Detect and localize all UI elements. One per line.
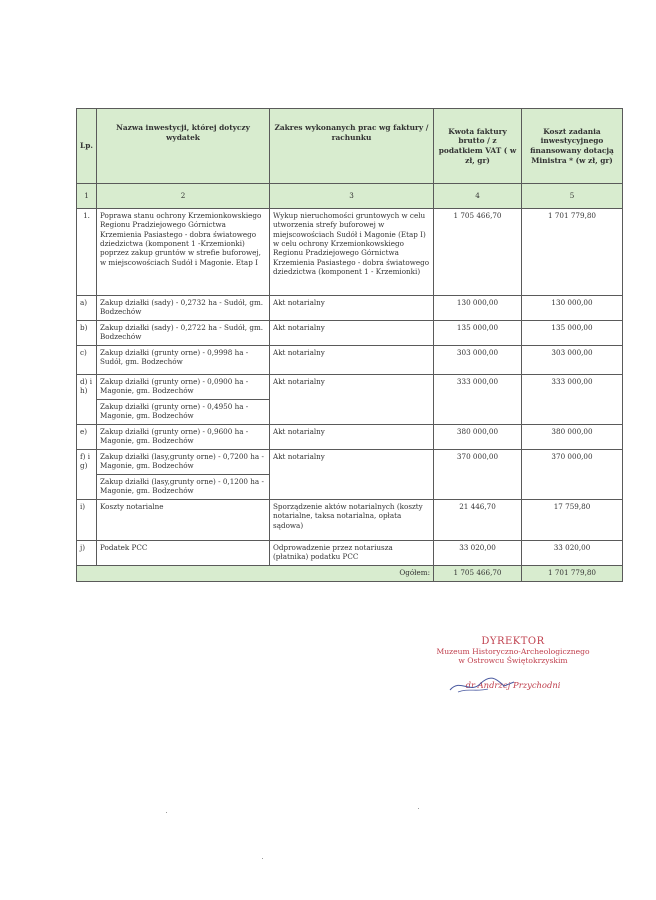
row-lp: d) i h) <box>77 375 97 425</box>
row-lp: 1. <box>77 209 97 296</box>
header-name: Nazwa inwestycji, której dotyczy wydatek <box>97 109 270 184</box>
row-lp: a) <box>77 296 97 321</box>
scan-speck <box>418 808 419 809</box>
row-name: Zakup działki (lasy,grunty orne) - 0,7200 ha - Magonie, gm. Bodzechów <box>97 450 270 475</box>
header-scope: Zakres wykonanych prac wg faktury / rachunku <box>270 109 434 184</box>
row-name: Zakup działki (lasy,grunty orne) - 0,1200 ha - Magonie, gm. Bodzechów <box>97 475 270 500</box>
table-row <box>77 375 623 400</box>
row-cost: 33 020,00 <box>522 541 623 566</box>
row-name: Poprawa stanu ochrony Krzemionkowskiego Regionu Pradziejowego Górnictwa Krzemienia Pasiastego - dobra światowego dziedzictwa (komponent 1 -Krzemionki) poprzez zakup gruntów w strefie buforowej, w miejscowościach Sudół i Magonie. Etap I <box>97 209 270 296</box>
table-row <box>77 541 623 566</box>
table-row-main <box>77 209 623 296</box>
row-lp: f) i g) <box>77 450 97 500</box>
row-scope: Akt notarialny <box>270 375 434 425</box>
header-cost: Koszt zadania inwestycyjnego finansowany dotacją Ministra * (w zł, gr) <box>522 109 623 184</box>
row-scope: Akt notarialny <box>270 450 434 500</box>
row-scope: Akt notarialny <box>270 321 434 346</box>
row-scope: Akt notarialny <box>270 346 434 375</box>
scan-speck <box>262 858 263 859</box>
row-cost: 333 000,00 <box>522 375 623 425</box>
row-name: Koszty notarialne <box>97 500 270 541</box>
stamp-location: w Ostrowcu Świętokrzyskim <box>458 656 568 666</box>
invoice-table <box>76 108 623 582</box>
total-gross: 1 705 466,70 <box>434 566 522 582</box>
header-gross: Kwota faktury brutto / z podatkiem VAT ( w zł, gr) <box>434 109 522 184</box>
row-gross: 303 000,00 <box>434 346 522 375</box>
stamp-signatory-name: dr Andrzej Przychodni <box>465 679 561 690</box>
row-cost: 17 759,80 <box>522 500 623 541</box>
column-number: 3 <box>270 184 434 209</box>
row-name: Zakup działki (grunty orne) - 0,9998 ha - Sudół, gm. Bodzechów <box>97 346 270 375</box>
row-cost: 303 000,00 <box>522 346 623 375</box>
row-cost: 135 000,00 <box>522 321 623 346</box>
row-gross: 333 000,00 <box>434 375 522 425</box>
row-cost: 130 000,00 <box>522 296 623 321</box>
row-cost: 370 000,00 <box>522 450 623 500</box>
table-row <box>77 500 623 541</box>
column-number: 2 <box>97 184 270 209</box>
row-gross: 33 020,00 <box>434 541 522 566</box>
row-scope: Akt notarialny <box>270 296 434 321</box>
row-scope: Wykup nieruchomości gruntowych w celu utworzenia strefy buforowej w miejscowościach Sudół i Magonie (Etap I) w celu ochrony Krzemionkowskiego Regionu Pradziejowego Górnictwa Krzemienia Pasiastego - dobra światowego dziedzictwa (komponent 1 - Krzemionki) <box>270 209 434 296</box>
signature-scribble <box>448 674 518 696</box>
stamp-title: DYREKTOR <box>481 636 545 647</box>
row-name: Zakup działki (grunty orne) - 0,4950 ha - Magonie, gm. Bodzechów <box>97 400 270 425</box>
table-row <box>77 346 623 375</box>
header-lp: Lp. <box>77 109 97 184</box>
row-scope: Odprowadzenie przez notariusza (płatnika) podatku PCC <box>270 541 434 566</box>
row-name: Zakup działki (grunty orne) - 0,9600 ha - Magonie, gm. Bodzechów <box>97 425 270 450</box>
total-cost: 1 701 779,80 <box>522 566 623 582</box>
total-label: Ogółem: <box>77 566 434 582</box>
row-lp: b) <box>77 321 97 346</box>
row-name: Zakup działki (sady) - 0,2722 ha - Sudół, gm. Bodzechów <box>97 321 270 346</box>
row-cost: 1 701 779,80 <box>522 209 623 296</box>
row-cost: 380 000,00 <box>522 425 623 450</box>
row-scope: Akt notarialny <box>270 425 434 450</box>
scan-speck <box>166 812 167 813</box>
column-number: 1 <box>77 184 97 209</box>
table-row <box>77 450 623 475</box>
table-row <box>77 425 623 450</box>
row-gross: 135 000,00 <box>434 321 522 346</box>
row-name: Podatek PCC <box>97 541 270 566</box>
row-gross: 1 705 466,70 <box>434 209 522 296</box>
row-scope: Sporządzenie aktów notarialnych (koszty notarialne, taksa notarialna, opłata sądowa) <box>270 500 434 541</box>
table-row <box>77 321 623 346</box>
director-stamp <box>418 636 608 690</box>
row-gross: 380 000,00 <box>434 425 522 450</box>
row-gross: 370 000,00 <box>434 450 522 500</box>
row-name: Zakup działki (grunty orne) - 0,0900 ha - Magonie, gm. Bodzechów <box>97 375 270 400</box>
row-gross: 130 000,00 <box>434 296 522 321</box>
stamp-institution: Muzeum Historyczno-Archeologicznego <box>436 647 590 656</box>
row-lp: j) <box>77 541 97 566</box>
column-number-row <box>77 184 623 209</box>
column-number: 5 <box>522 184 623 209</box>
column-number: 4 <box>434 184 522 209</box>
row-lp: c) <box>77 346 97 375</box>
row-gross: 21 446,70 <box>434 500 522 541</box>
table-row <box>77 296 623 321</box>
row-lp: i) <box>77 500 97 541</box>
row-lp: e) <box>77 425 97 450</box>
total-row <box>77 566 623 582</box>
row-name: Zakup działki (sady) - 0,2732 ha - Sudół, gm. Bodzechów <box>97 296 270 321</box>
header-row <box>77 109 623 184</box>
